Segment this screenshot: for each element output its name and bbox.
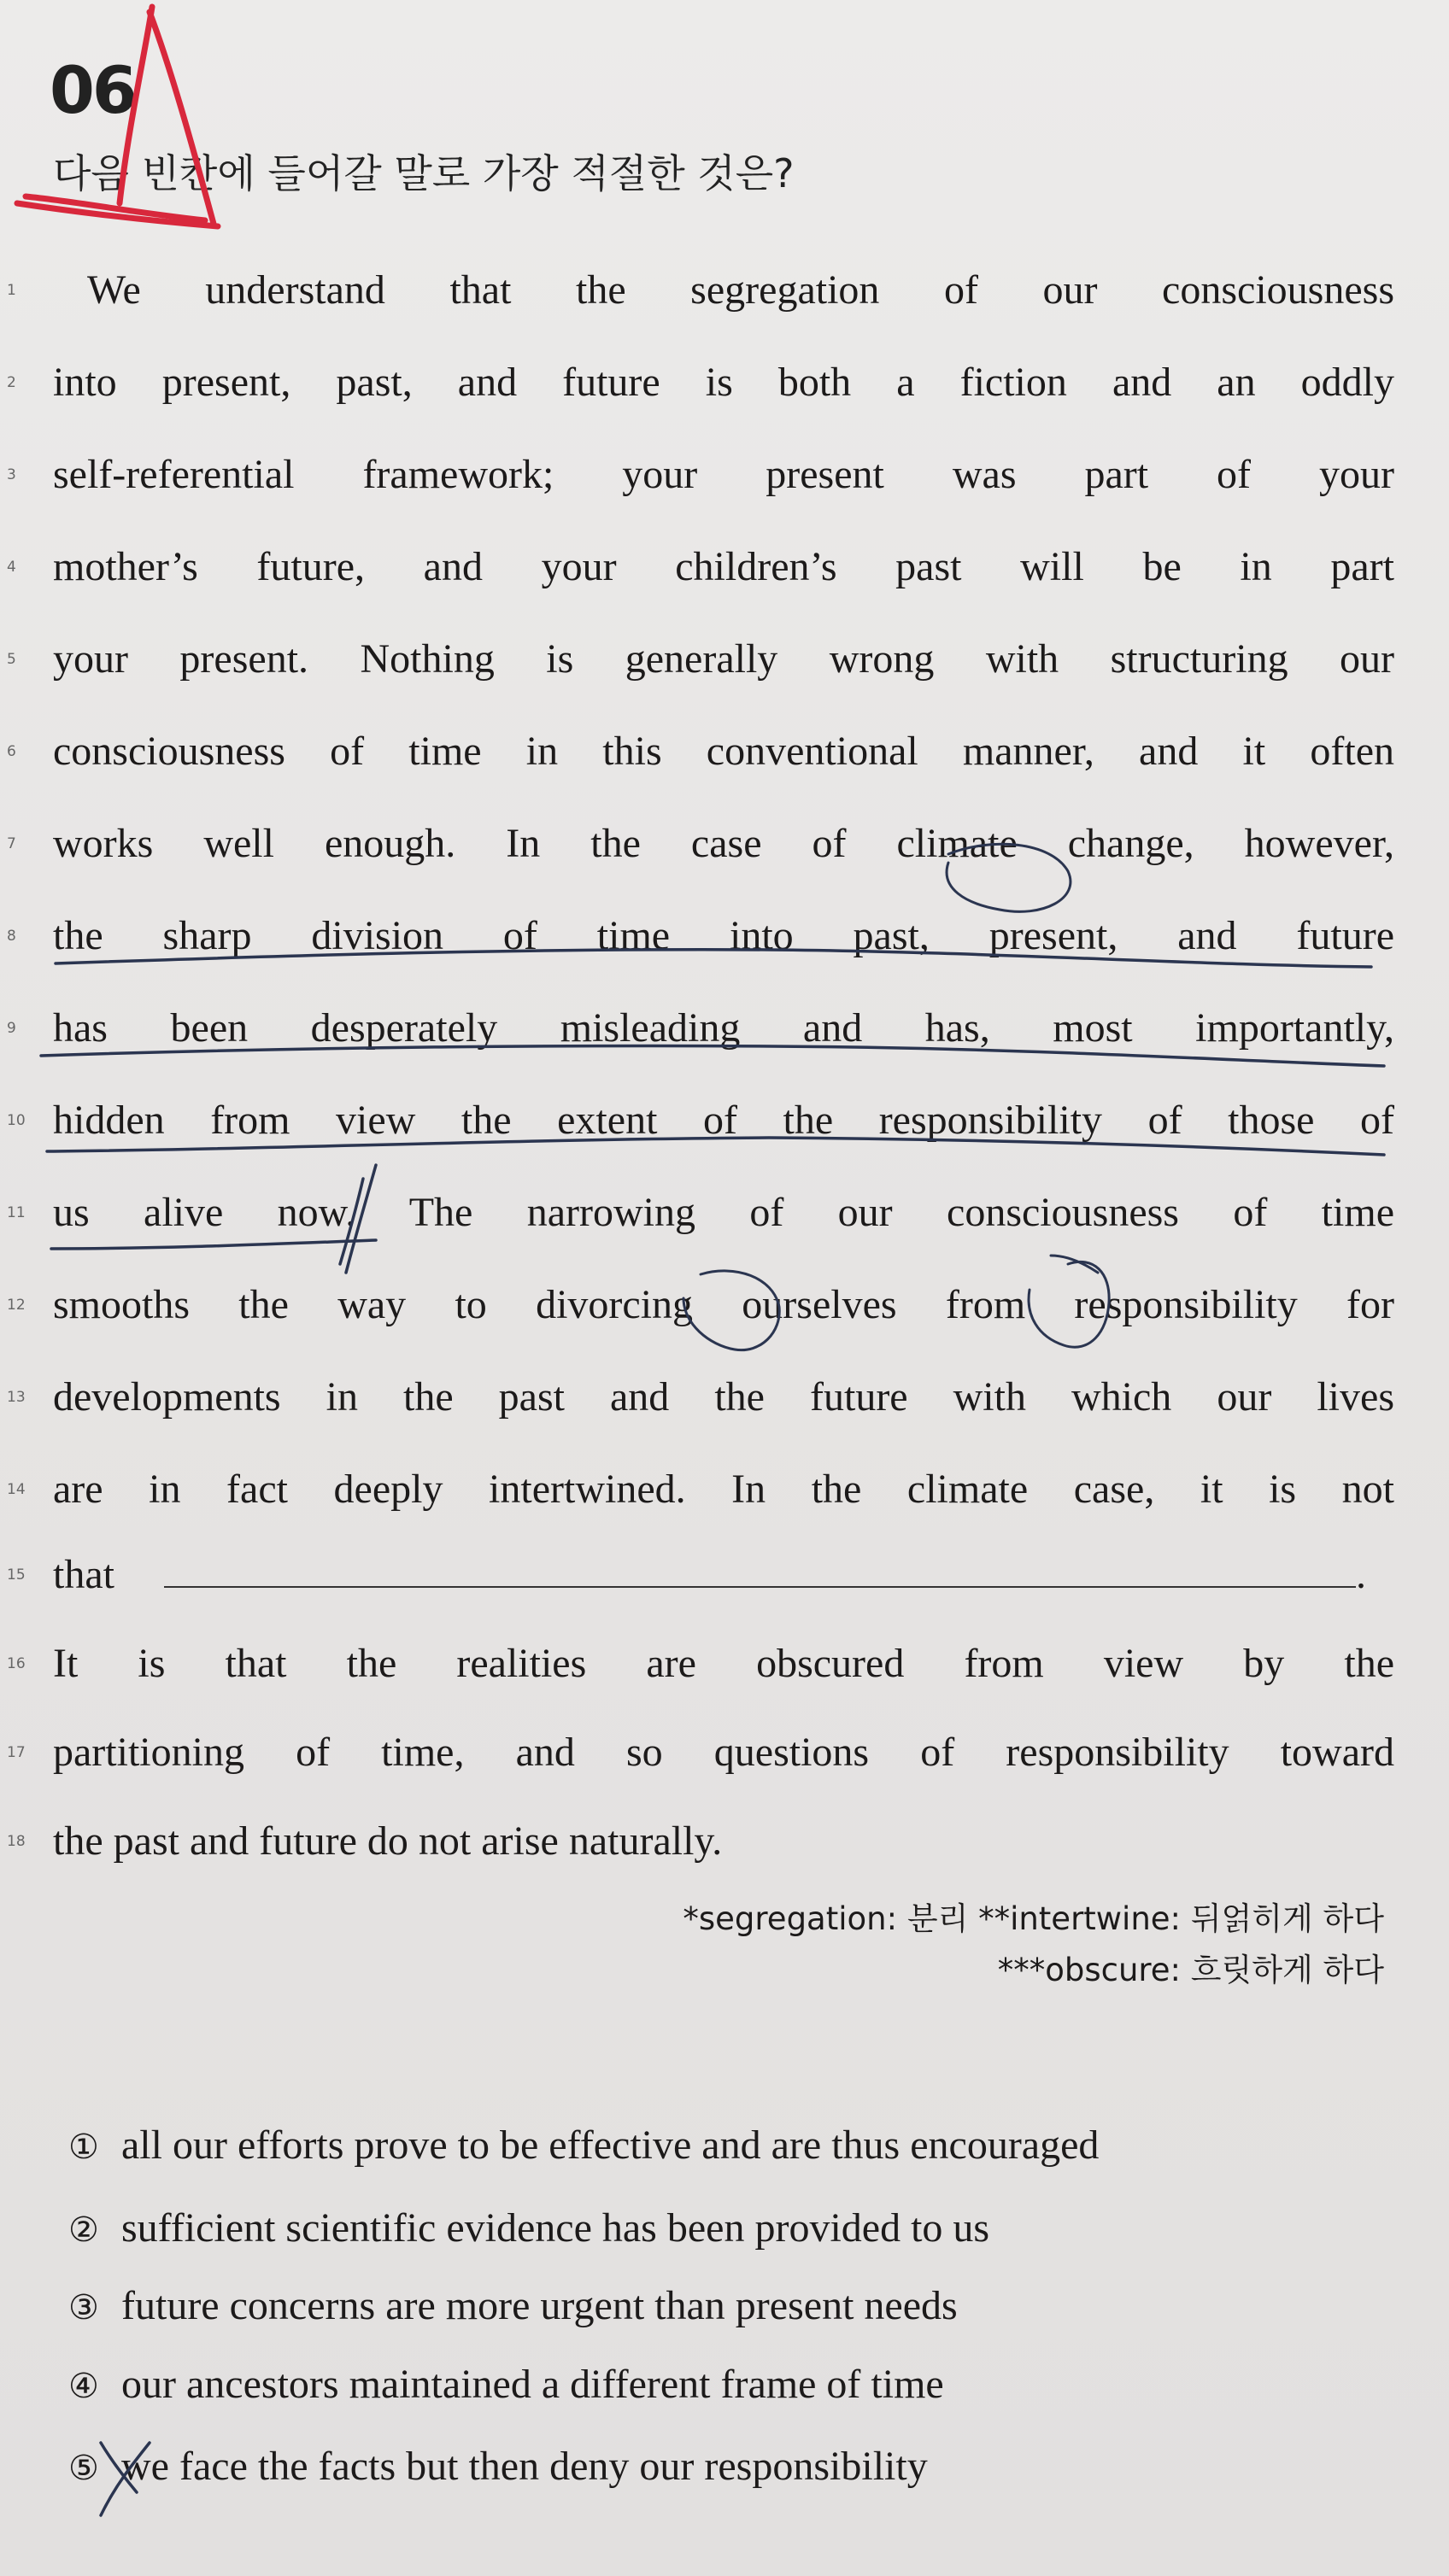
passage-line (7, 902, 1394, 970)
question-number: 06 (50, 52, 135, 128)
passage-line (7, 810, 1394, 878)
option-marker: ④ (68, 2367, 99, 2406)
passage-line (7, 348, 1394, 417)
passage-line (7, 1086, 1394, 1155)
line-text: It is that the realities are obscured from view by the (53, 1641, 1394, 1686)
option-text: our ancestors maintained a different frame of time (121, 2362, 944, 2407)
line-number: 16 (7, 1655, 26, 1672)
line-number: 8 (7, 928, 16, 945)
answer-blank (164, 1555, 1356, 1588)
line-text: mother’s future, and your children’s past will be in part (53, 544, 1394, 589)
option-text: we face the facts but then deny our responsibility (121, 2444, 928, 2489)
option-marker: ③ (68, 2288, 99, 2327)
option-text: sufficient scientific evidence has been provided to us (121, 2205, 990, 2251)
passage-line (7, 1363, 1394, 1431)
option-marker: ① (68, 2128, 99, 2167)
passage-line (7, 441, 1394, 509)
passage-line (7, 1179, 1394, 1247)
passage-line (7, 1455, 1394, 1524)
line-text: consciousness of time in this conventional manner, and it often (53, 729, 1394, 774)
line-number: 17 (7, 1744, 26, 1761)
answer-option-2[interactable] (68, 2205, 990, 2251)
answer-option-3[interactable] (68, 2283, 958, 2328)
line-number: 6 (7, 743, 16, 760)
option-marker: ⑤ (68, 2449, 99, 2488)
passage-line (7, 1630, 1394, 1698)
line-text: works well enough. In the case of climate change, however, (53, 821, 1394, 866)
line-text: that (53, 1552, 114, 1597)
option-text: future concerns are more urgent than present needs (121, 2283, 958, 2328)
line-text: We understand that the segregation of our consciousness (87, 267, 1394, 313)
footnote: *segregation: 분리 **intertwine: 뒤얽히게 하다 (683, 1900, 1384, 1937)
footnote: ***obscure: 흐릿하게 하다 (997, 1952, 1384, 1988)
passage-line (7, 533, 1394, 601)
line-number: 2 (7, 374, 16, 391)
line-text: developments in the past and the future with which our lives (53, 1374, 1394, 1420)
line-number: 9 (7, 1020, 16, 1037)
line-text-with-blank (53, 1554, 1394, 1595)
question-prompt: 다음 빈칸에 들어갈 말로 가장 적절한 것은? (53, 150, 795, 196)
line-text: partitioning of time, and so questions of responsibility toward (53, 1730, 1394, 1775)
passage-line (7, 256, 1394, 325)
line-text: into present, past, and future is both a fiction and an oddly (53, 360, 1394, 405)
line-text: the past and future do not arise naturally. (53, 1818, 723, 1864)
passage-line (7, 717, 1394, 786)
line-number: 13 (7, 1389, 26, 1406)
line-number: 3 (7, 466, 16, 483)
line-number: 5 (7, 651, 16, 668)
answer-option-4[interactable] (68, 2364, 944, 2405)
passage-line (7, 625, 1394, 694)
line-number: 7 (7, 835, 16, 852)
passage-line (7, 1718, 1394, 1787)
line-number: 18 (7, 1833, 26, 1850)
line-number: 11 (7, 1204, 26, 1221)
line-text: the sharp division of time into past, present, and future (53, 913, 1394, 958)
line-text: self-referential framework; your present was part of your (53, 452, 1394, 497)
line-number: 14 (7, 1481, 26, 1498)
line-number: 12 (7, 1297, 26, 1314)
passage-line (7, 1807, 1394, 1876)
line-text: hidden from view the extent of the responsibility of those of (53, 1098, 1394, 1143)
option-text: all our efforts prove to be effective and are thus encouraged (121, 2122, 1100, 2168)
option-marker: ② (68, 2210, 99, 2250)
line-text: us alive now. The narrowing of our consciousness of time (53, 1190, 1394, 1235)
line-end-punctuation: . (1355, 1552, 1366, 1597)
line-text: has been desperately misleading and has, most importantly, (53, 1005, 1394, 1051)
passage-line (7, 994, 1394, 1063)
passage-line-blank (7, 1541, 1394, 1609)
line-text: are in fact deeply intertwined. In the climate case, it is not (53, 1467, 1394, 1512)
line-text: your present. Nothing is generally wrong with structuring our (53, 636, 1394, 682)
answer-option-5[interactable] (68, 2446, 928, 2487)
answer-option-1[interactable] (68, 2122, 1100, 2168)
line-number: 1 (7, 282, 16, 299)
line-number: 15 (7, 1566, 26, 1584)
line-text: smooths the way to divorcing ourselves from responsibility for (53, 1282, 1394, 1327)
passage-line (7, 1271, 1394, 1339)
line-number: 4 (7, 559, 16, 576)
line-number: 10 (7, 1112, 26, 1129)
